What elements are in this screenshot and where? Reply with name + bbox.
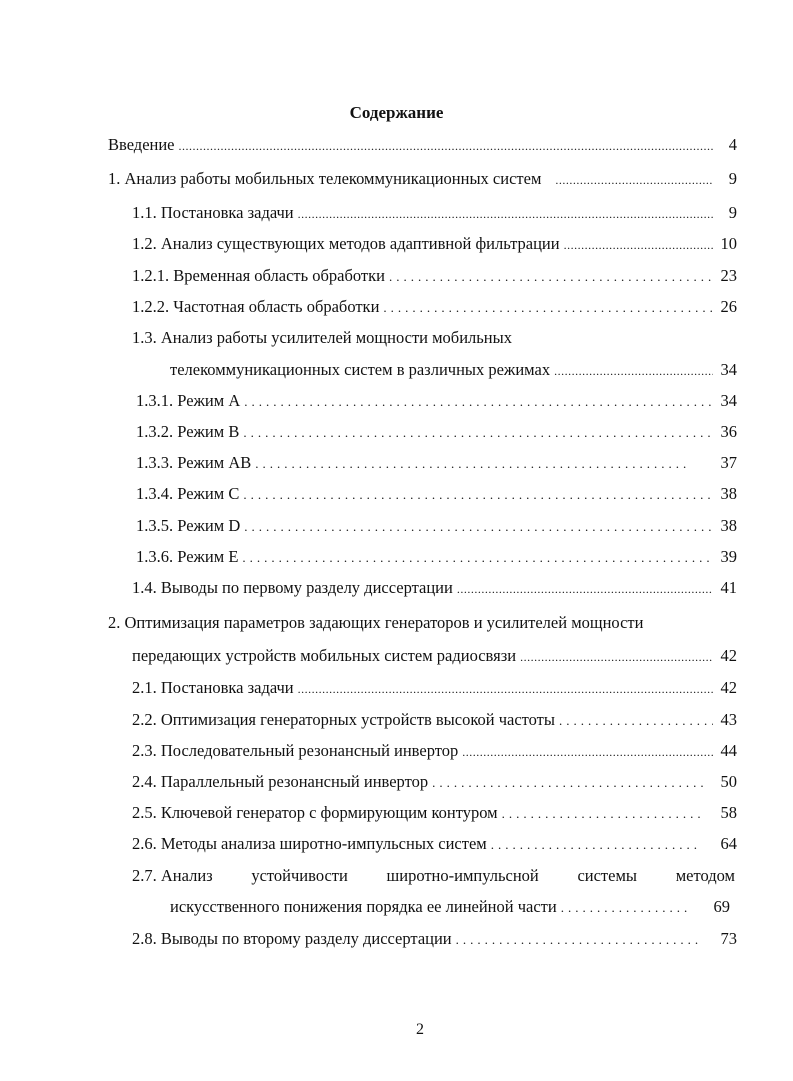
toc-entry-label: передающих устройств мобильных систем радиосвязи	[132, 646, 517, 665]
toc-entry[interactable]	[108, 135, 737, 156]
toc-entry-page: 64	[720, 834, 737, 853]
toc-entry-page: 50	[720, 772, 737, 791]
dot-leader	[559, 711, 713, 731]
dot-leader	[179, 136, 713, 156]
toc-entry-page: 34	[720, 391, 737, 410]
toc-entry-page: 69	[713, 897, 730, 916]
toc-entry-page: 38	[720, 484, 737, 503]
toc-entry-label: 1.2.1. Временная область обработки	[132, 266, 385, 285]
justified-word: 2.7. Анализ	[132, 866, 213, 885]
toc-entry-page: 9	[728, 169, 737, 188]
dot-leader	[242, 548, 713, 568]
toc-entry[interactable]	[132, 203, 737, 224]
toc-entry[interactable]	[132, 678, 737, 699]
toc-entry-page: 23	[720, 266, 737, 285]
dot-leader	[555, 170, 713, 190]
toc-entry-page: 44	[720, 741, 737, 760]
toc-entry[interactable]	[136, 453, 737, 474]
dot-leader	[243, 423, 713, 443]
toc-entry[interactable]	[132, 803, 737, 824]
dot-leader	[255, 454, 687, 474]
toc-entry-label: 1.3.5. Режим D	[136, 516, 241, 535]
toc-entry-label: 1.3.6. Режим E	[136, 547, 239, 566]
toc-entry-label: 2.3. Последовательный резонансный инвертор	[132, 741, 459, 760]
justified-word: системы	[577, 866, 637, 885]
dot-leader	[389, 267, 713, 287]
dot-leader	[502, 804, 703, 824]
toc-entry[interactable]	[132, 266, 737, 287]
toc-entry-page: 42	[720, 646, 737, 665]
toc-entry[interactable]	[132, 578, 737, 599]
dot-leader	[383, 298, 713, 318]
toc-entry[interactable]	[132, 710, 737, 731]
toc-entry-label-first-line: 2. Оптимизация параметров задающих генераторов и усилителей мощности	[108, 613, 644, 632]
toc-entry-page: 43	[720, 710, 737, 729]
dot-leader	[520, 647, 713, 667]
toc-entry-label: 1.4. Выводы по первому разделу диссертации	[132, 578, 453, 597]
toc-entry-label: 1.3.4. Режим C	[136, 484, 240, 503]
toc-entry-label: 2.1. Постановка задачи	[132, 678, 294, 697]
toc-entry-page: 34	[720, 360, 737, 379]
toc-entry[interactable]	[132, 741, 737, 762]
dot-leader	[243, 485, 713, 505]
toc-entry[interactable]	[132, 234, 737, 255]
dot-leader	[456, 930, 699, 950]
toc-entry[interactable]	[132, 297, 737, 318]
toc-entry[interactable]	[136, 484, 737, 505]
page-title: Содержание	[349, 103, 444, 122]
toc-entry-label: 2.4. Параллельный резонансный инвертор	[132, 772, 429, 791]
toc-entry-page: 38	[720, 516, 737, 535]
toc-entry-label: 2.2. Оптимизация генераторных устройств высокой частоты	[132, 710, 555, 729]
toc-entry[interactable]	[108, 169, 737, 190]
dot-leader	[244, 517, 713, 537]
toc-entry[interactable]	[136, 547, 737, 568]
toc-entry-page: 42	[720, 678, 737, 697]
toc-entry-label: 2.6. Методы анализа широтно-импульсных систем	[132, 834, 487, 853]
dot-leader	[564, 235, 713, 255]
dot-leader	[298, 204, 713, 224]
toc-entry-page: 39	[720, 547, 737, 566]
toc-entry[interactable]	[132, 834, 737, 855]
toc-entry-page: 37	[720, 453, 737, 472]
dot-leader	[491, 835, 701, 855]
dot-leader	[244, 392, 713, 412]
toc-entry-label: 1.3.1. Режим A	[136, 391, 241, 410]
toc-entry-page: 10	[720, 234, 737, 253]
justified-word: методом	[675, 866, 735, 885]
toc-entry[interactable]	[132, 772, 737, 793]
toc-entry[interactable]	[136, 516, 737, 537]
toc-entry[interactable]	[136, 422, 737, 443]
dot-leader	[554, 361, 713, 381]
toc-entry[interactable]	[132, 929, 737, 950]
toc-entry-page: 26	[720, 297, 737, 316]
toc-entry-label: телекоммуникационных систем в различных режимах	[170, 360, 551, 379]
toc-entry-label: 2.8. Выводы по второму разделу диссертации	[132, 929, 452, 948]
toc-entry-label: 1.2.2. Частотная область обработки	[132, 297, 380, 316]
toc-entry-page: 4	[728, 135, 737, 154]
toc-entry-page: 41	[720, 578, 737, 597]
justified-word: широтно-импульсной	[386, 866, 539, 885]
toc-entry-page: 58	[720, 803, 737, 822]
toc-entry-label: искусственного понижения порядка ее линейной части	[170, 897, 557, 916]
dot-leader	[432, 773, 703, 793]
toc-entry[interactable]	[132, 646, 737, 667]
toc-entry-page: 36	[720, 422, 737, 441]
toc-entry-label: 1. Анализ работы мобильных телекоммуникационных систем	[108, 169, 542, 188]
toc-entry-label-first-line: 1.3. Анализ работы усилителей мощности мобильных	[132, 328, 512, 347]
justified-word: устойчивости	[251, 866, 348, 885]
toc-entry-label-first-line	[132, 866, 735, 886]
toc-entry-label: 1.1. Постановка задачи	[132, 203, 294, 222]
dot-leader	[462, 742, 713, 762]
toc-entry-label: Введение	[108, 135, 175, 154]
toc-entry-page: 9	[728, 203, 737, 222]
toc-entry[interactable]	[136, 391, 737, 412]
dot-leader	[457, 579, 713, 599]
toc-entry-label: 1.3.3. Режим AB	[136, 453, 252, 472]
toc-entry-label: 1.3.2. Режим B	[136, 422, 240, 441]
page-number: 2	[416, 1021, 424, 1038]
toc-entry-page: 73	[720, 929, 737, 948]
toc-entry-label: 2.5. Ключевой генератор с формирующим контуром	[132, 803, 498, 822]
dot-leader	[298, 679, 713, 699]
toc-entry[interactable]	[170, 360, 737, 381]
toc-entry-label: 1.2. Анализ существующих методов адаптивной фильтрации	[132, 234, 560, 253]
dot-leader	[561, 898, 688, 918]
toc-entry[interactable]	[170, 897, 730, 918]
